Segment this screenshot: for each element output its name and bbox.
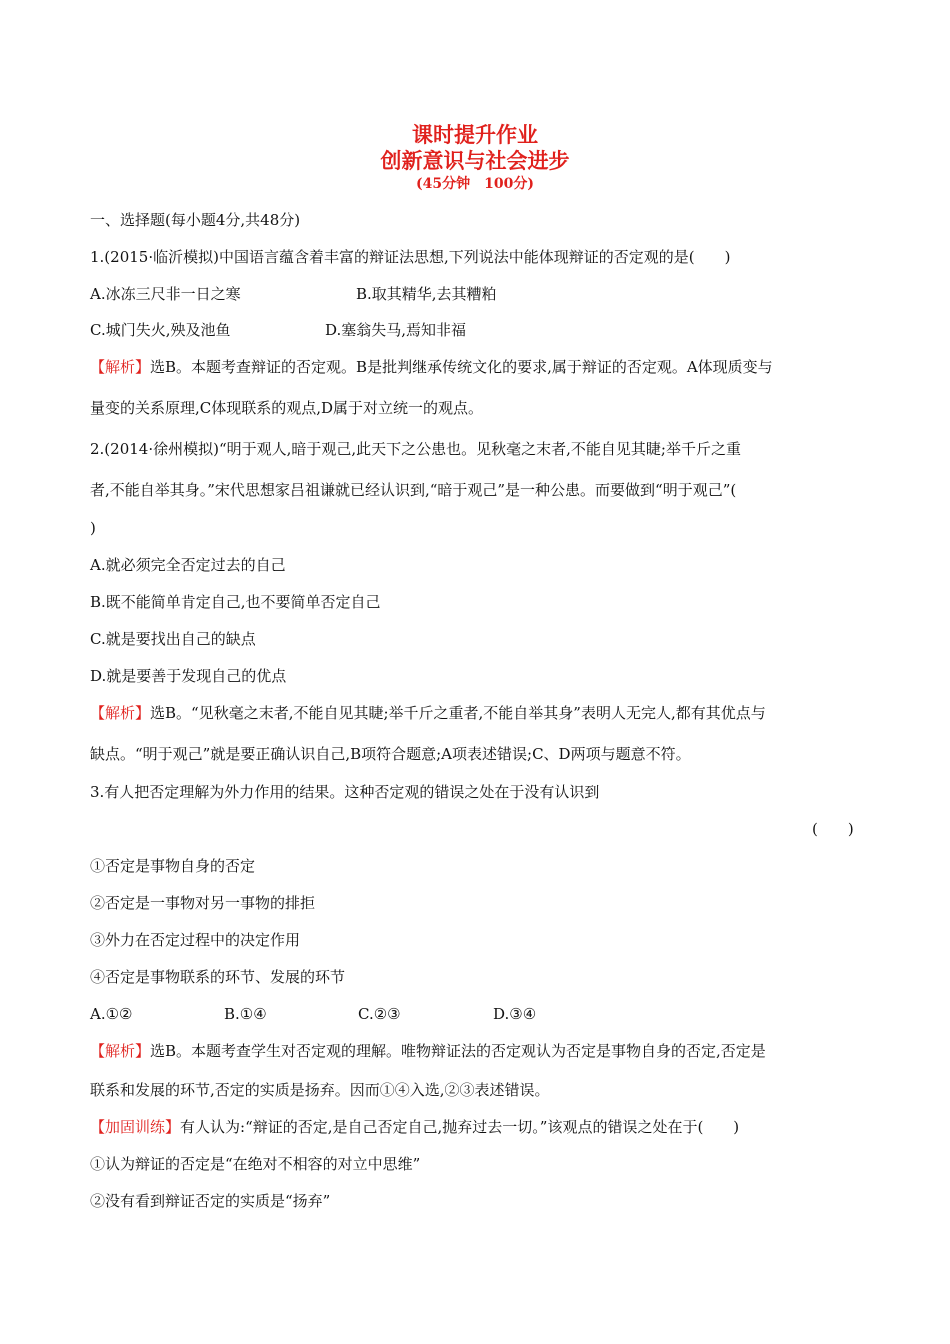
extra-item-2: ②没有看到辩证否定的实质是“扬弃” [90, 1192, 331, 1210]
q3-analysis-line-1 [90, 1041, 766, 1061]
q3-option-d: D.③④ [493, 1005, 537, 1023]
q3-answer-paren: ( ) [812, 820, 854, 838]
q1-analysis-line-1 [90, 357, 773, 377]
q3-option-a: A.①② [90, 1005, 133, 1023]
q2-stem-line-3: ) [90, 519, 96, 537]
q2-option-c: C.就是要找出自己的缺点 [90, 630, 256, 648]
page-title: 课时提升作业 [412, 122, 538, 147]
q3-item-2: ②否定是一事物对另一事物的排拒 [90, 894, 316, 912]
q3-item-4: ④否定是事物联系的环节、发展的环节 [90, 968, 346, 986]
q3-option-c: C.②③ [358, 1005, 401, 1023]
time-score-info: (45分钟 100分) [416, 176, 534, 192]
analysis-tag: 【解析】 [90, 1042, 151, 1060]
q2-stem-line-1: 2.(2014·徐州模拟)“明于观人,暗于观己,此天下之公患也。见秋毫之末者,不能自见其睫;举千斤之重 [90, 440, 741, 458]
extra-stem-line [90, 1117, 739, 1137]
q2-option-a: A.就必须完全否定过去的自己 [90, 556, 286, 574]
q2-analysis-line-1 [90, 703, 766, 723]
extra-training-tag: 【加固训练】 [90, 1118, 181, 1136]
extra-item-1: ①认为辩证的否定是“在绝对不相容的对立中思维” [90, 1155, 421, 1173]
q2-option-d: D.就是要善于发现自己的优点 [90, 667, 287, 685]
analysis-tag: 【解析】 [90, 704, 151, 722]
q1-option-d: D.塞翁失马,焉知非福 [325, 321, 467, 339]
q1-analysis-line-2: 量变的关系原理,C体现联系的观点,D属于对立统一的观点。 [90, 399, 484, 417]
analysis-tag: 【解析】 [90, 358, 151, 376]
q3-stem: 3.有人把否定理解为外力作用的结果。这种否定观的错误之处在于没有认识到 [90, 783, 600, 801]
page-subtitle: 创新意识与社会进步 [380, 148, 570, 173]
q1-option-c: C.城门失火,殃及池鱼 [90, 321, 231, 339]
q2-analysis-line-2: 缺点。“明于观己”就是要正确认识自己,B项符合题意;A项表述错误;C、D两项与题意不符。 [90, 745, 691, 763]
q1-option-a: A.冰冻三尺非一日之寒 [90, 285, 241, 303]
extra-stem-text: 有人认为:“辩证的否定,是自己否定自己,抛弃过去一切。”该观点的错误之处在于( ) [180, 1118, 740, 1136]
q2-stem-line-2: 者,不能自举其身。”宋代思想家吕祖谦就已经认识到,“暗于观己”是一种公患。而要做到“明于观己”( [90, 481, 737, 499]
q3-analysis-line-2: 联系和发展的环节,否定的实质是扬弃。因而①④入选,②③表述错误。 [90, 1081, 550, 1099]
q2-option-b: B.既不能简单肯定自己,也不要简单否定自己 [90, 593, 381, 611]
q2-analysis-text-1: 选B。“见秋毫之末者,不能自见其睫;举千斤之重者,不能自举其身”表明人无完人,都有其优点与 [150, 704, 766, 722]
q3-analysis-text-1: 选B。本题考查学生对否定观的理解。唯物辩证法的否定观认为否定是事物自身的否定,否定是 [150, 1042, 766, 1060]
q1-option-b: B.取其精华,去其糟粕 [356, 285, 497, 303]
q3-item-1: ①否定是事物自身的否定 [90, 857, 256, 875]
q3-option-b: B.①④ [224, 1005, 267, 1023]
q3-item-3: ③外力在否定过程中的决定作用 [90, 931, 301, 949]
q1-stem: 1.(2015·临沂模拟)中国语言蕴含着丰富的辩证法思想,下列说法中能体现辩证的否定观的是( ) [90, 248, 731, 266]
q1-analysis-text-1: 选B。本题考查辩证的否定观。B是批判继承传统文化的要求,属于辩证的否定观。A体现质变与 [150, 358, 773, 376]
section-heading: 一、选择题(每小题4分,共48分) [90, 211, 301, 229]
